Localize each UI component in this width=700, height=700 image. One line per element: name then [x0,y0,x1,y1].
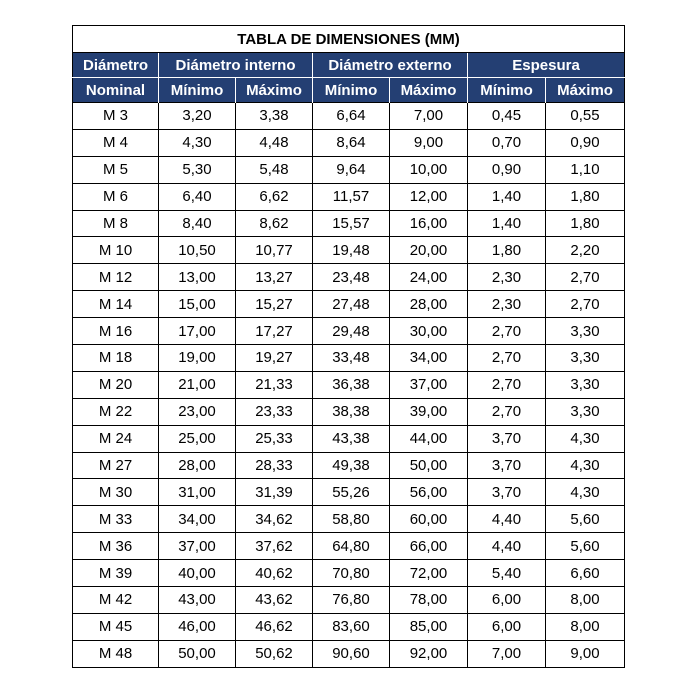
externo-max-cell: 10,00 [390,156,468,183]
interno-min-cell: 15,00 [159,291,236,318]
externo-max-cell: 30,00 [390,318,468,345]
espesura-min-cell: 2,30 [468,291,546,318]
nominal-cell: M 30 [73,479,159,506]
interno-min-cell: 3,20 [159,103,236,130]
externo-min-cell: 15,57 [313,210,390,237]
espesura-max-cell: 8,00 [546,613,625,640]
header-diametro-interno: Diámetro interno [159,53,313,78]
espesura-min-cell: 6,00 [468,587,546,614]
espesura-min-cell: 4,40 [468,506,546,533]
externo-min-cell: 9,64 [313,156,390,183]
interno-min-cell: 13,00 [159,264,236,291]
externo-min-cell: 23,48 [313,264,390,291]
table-row [73,371,625,398]
externo-max-cell: 34,00 [390,345,468,372]
interno-max-cell: 15,27 [236,291,313,318]
interno-min-cell: 46,00 [159,613,236,640]
table-row [73,264,625,291]
externo-min-cell: 11,57 [313,183,390,210]
table-row [73,587,625,614]
espesura-max-cell: 5,60 [546,533,625,560]
externo-min-cell: 55,26 [313,479,390,506]
header-diametro: Diámetro [73,53,159,78]
table-header [73,26,625,103]
interno-max-cell: 8,62 [236,210,313,237]
nominal-cell: M 6 [73,183,159,210]
externo-max-cell: 37,00 [390,371,468,398]
espesura-min-cell: 7,00 [468,640,546,667]
externo-max-cell: 50,00 [390,452,468,479]
interno-min-cell: 10,50 [159,237,236,264]
espesura-min-cell: 1,40 [468,210,546,237]
header-interno-minimo: Mínimo [159,78,236,103]
externo-min-cell: 70,80 [313,560,390,587]
table-row [73,613,625,640]
header-interno-maximo: Máximo [236,78,313,103]
externo-min-cell: 90,60 [313,640,390,667]
nominal-cell: M 16 [73,318,159,345]
interno-max-cell: 31,39 [236,479,313,506]
externo-max-cell: 28,00 [390,291,468,318]
interno-min-cell: 43,00 [159,587,236,614]
externo-max-cell: 44,00 [390,425,468,452]
externo-min-cell: 76,80 [313,587,390,614]
externo-min-cell: 36,38 [313,371,390,398]
espesura-max-cell: 2,70 [546,264,625,291]
interno-min-cell: 17,00 [159,318,236,345]
table-row [73,103,625,130]
espesura-min-cell: 2,70 [468,345,546,372]
externo-max-cell: 16,00 [390,210,468,237]
header-row-sub [73,78,625,103]
interno-min-cell: 25,00 [159,425,236,452]
espesura-min-cell: 1,80 [468,237,546,264]
externo-min-cell: 58,80 [313,506,390,533]
dimensions-table [72,25,625,668]
espesura-min-cell: 6,00 [468,613,546,640]
espesura-min-cell: 0,45 [468,103,546,130]
nominal-cell: M 14 [73,291,159,318]
table-row [73,345,625,372]
table-row [73,156,625,183]
interno-max-cell: 17,27 [236,318,313,345]
espesura-min-cell: 4,40 [468,533,546,560]
title-row [73,26,625,53]
externo-min-cell: 29,48 [313,318,390,345]
espesura-max-cell: 3,30 [546,318,625,345]
espesura-max-cell: 3,30 [546,345,625,372]
interno-min-cell: 28,00 [159,452,236,479]
externo-max-cell: 56,00 [390,479,468,506]
header-nominal: Nominal [73,78,159,103]
interno-min-cell: 23,00 [159,398,236,425]
interno-max-cell: 37,62 [236,533,313,560]
espesura-min-cell: 2,70 [468,371,546,398]
nominal-cell: M 33 [73,506,159,533]
interno-min-cell: 40,00 [159,560,236,587]
table-row [73,640,625,667]
table-row [73,560,625,587]
table-row [73,291,625,318]
espesura-max-cell: 5,60 [546,506,625,533]
interno-min-cell: 21,00 [159,371,236,398]
externo-min-cell: 33,48 [313,345,390,372]
externo-min-cell: 38,38 [313,398,390,425]
espesura-max-cell: 0,55 [546,103,625,130]
table-row [73,452,625,479]
interno-max-cell: 34,62 [236,506,313,533]
table-row [73,533,625,560]
table-row [73,479,625,506]
espesura-max-cell: 3,30 [546,398,625,425]
nominal-cell: M 27 [73,452,159,479]
header-row-top [73,53,625,78]
nominal-cell: M 48 [73,640,159,667]
table-row [73,425,625,452]
espesura-max-cell: 4,30 [546,425,625,452]
header-espesura-minimo: Mínimo [468,78,546,103]
table-row [73,398,625,425]
interno-max-cell: 13,27 [236,264,313,291]
externo-min-cell: 64,80 [313,533,390,560]
externo-max-cell: 9,00 [390,129,468,156]
interno-max-cell: 25,33 [236,425,313,452]
interno-max-cell: 28,33 [236,452,313,479]
interno-max-cell: 5,48 [236,156,313,183]
interno-max-cell: 6,62 [236,183,313,210]
table-body [73,103,625,668]
table-row [73,506,625,533]
espesura-min-cell: 3,70 [468,425,546,452]
nominal-cell: M 18 [73,345,159,372]
nominal-cell: M 24 [73,425,159,452]
table-row [73,237,625,264]
espesura-max-cell: 0,90 [546,129,625,156]
externo-max-cell: 60,00 [390,506,468,533]
espesura-max-cell: 4,30 [546,452,625,479]
espesura-max-cell: 4,30 [546,479,625,506]
nominal-cell: M 36 [73,533,159,560]
interno-min-cell: 6,40 [159,183,236,210]
interno-max-cell: 43,62 [236,587,313,614]
espesura-max-cell: 1,80 [546,183,625,210]
espesura-max-cell: 6,60 [546,560,625,587]
nominal-cell: M 42 [73,587,159,614]
header-espesura-maximo: Máximo [546,78,625,103]
header-externo-minimo: Mínimo [313,78,390,103]
interno-max-cell: 21,33 [236,371,313,398]
nominal-cell: M 20 [73,371,159,398]
header-diametro-externo: Diámetro externo [313,53,468,78]
externo-min-cell: 8,64 [313,129,390,156]
externo-max-cell: 24,00 [390,264,468,291]
nominal-cell: M 4 [73,129,159,156]
espesura-max-cell: 1,80 [546,210,625,237]
espesura-max-cell: 3,30 [546,371,625,398]
nominal-cell: M 39 [73,560,159,587]
interno-max-cell: 3,38 [236,103,313,130]
espesura-min-cell: 1,40 [468,183,546,210]
espesura-min-cell: 0,70 [468,129,546,156]
nominal-cell: M 10 [73,237,159,264]
espesura-min-cell: 3,70 [468,452,546,479]
externo-max-cell: 7,00 [390,103,468,130]
espesura-max-cell: 1,10 [546,156,625,183]
header-externo-maximo: Máximo [390,78,468,103]
externo-max-cell: 85,00 [390,613,468,640]
externo-max-cell: 20,00 [390,237,468,264]
interno-min-cell: 37,00 [159,533,236,560]
table-row [73,129,625,156]
nominal-cell: M 12 [73,264,159,291]
interno-min-cell: 4,30 [159,129,236,156]
externo-min-cell: 6,64 [313,103,390,130]
externo-min-cell: 49,38 [313,452,390,479]
interno-max-cell: 23,33 [236,398,313,425]
header-espesura: Espesura [468,53,625,78]
espesura-max-cell: 8,00 [546,587,625,614]
table-title: TABLA DE DIMENSIONES (MM) [73,26,625,53]
externo-max-cell: 72,00 [390,560,468,587]
externo-min-cell: 43,38 [313,425,390,452]
espesura-min-cell: 2,70 [468,398,546,425]
espesura-min-cell: 2,30 [468,264,546,291]
interno-min-cell: 50,00 [159,640,236,667]
interno-min-cell: 31,00 [159,479,236,506]
externo-max-cell: 92,00 [390,640,468,667]
interno-min-cell: 19,00 [159,345,236,372]
nominal-cell: M 45 [73,613,159,640]
nominal-cell: M 8 [73,210,159,237]
espesura-max-cell: 2,20 [546,237,625,264]
externo-max-cell: 39,00 [390,398,468,425]
nominal-cell: M 22 [73,398,159,425]
externo-max-cell: 78,00 [390,587,468,614]
externo-min-cell: 19,48 [313,237,390,264]
externo-max-cell: 12,00 [390,183,468,210]
externo-min-cell: 83,60 [313,613,390,640]
espesura-max-cell: 9,00 [546,640,625,667]
interno-min-cell: 8,40 [159,210,236,237]
interno-max-cell: 50,62 [236,640,313,667]
espesura-min-cell: 0,90 [468,156,546,183]
interno-min-cell: 5,30 [159,156,236,183]
externo-max-cell: 66,00 [390,533,468,560]
table-row [73,210,625,237]
table-row [73,318,625,345]
espesura-min-cell: 3,70 [468,479,546,506]
espesura-max-cell: 2,70 [546,291,625,318]
espesura-min-cell: 5,40 [468,560,546,587]
table-row [73,183,625,210]
interno-max-cell: 10,77 [236,237,313,264]
interno-max-cell: 46,62 [236,613,313,640]
espesura-min-cell: 2,70 [468,318,546,345]
interno-max-cell: 19,27 [236,345,313,372]
externo-min-cell: 27,48 [313,291,390,318]
interno-max-cell: 40,62 [236,560,313,587]
nominal-cell: M 3 [73,103,159,130]
interno-max-cell: 4,48 [236,129,313,156]
interno-min-cell: 34,00 [159,506,236,533]
nominal-cell: M 5 [73,156,159,183]
